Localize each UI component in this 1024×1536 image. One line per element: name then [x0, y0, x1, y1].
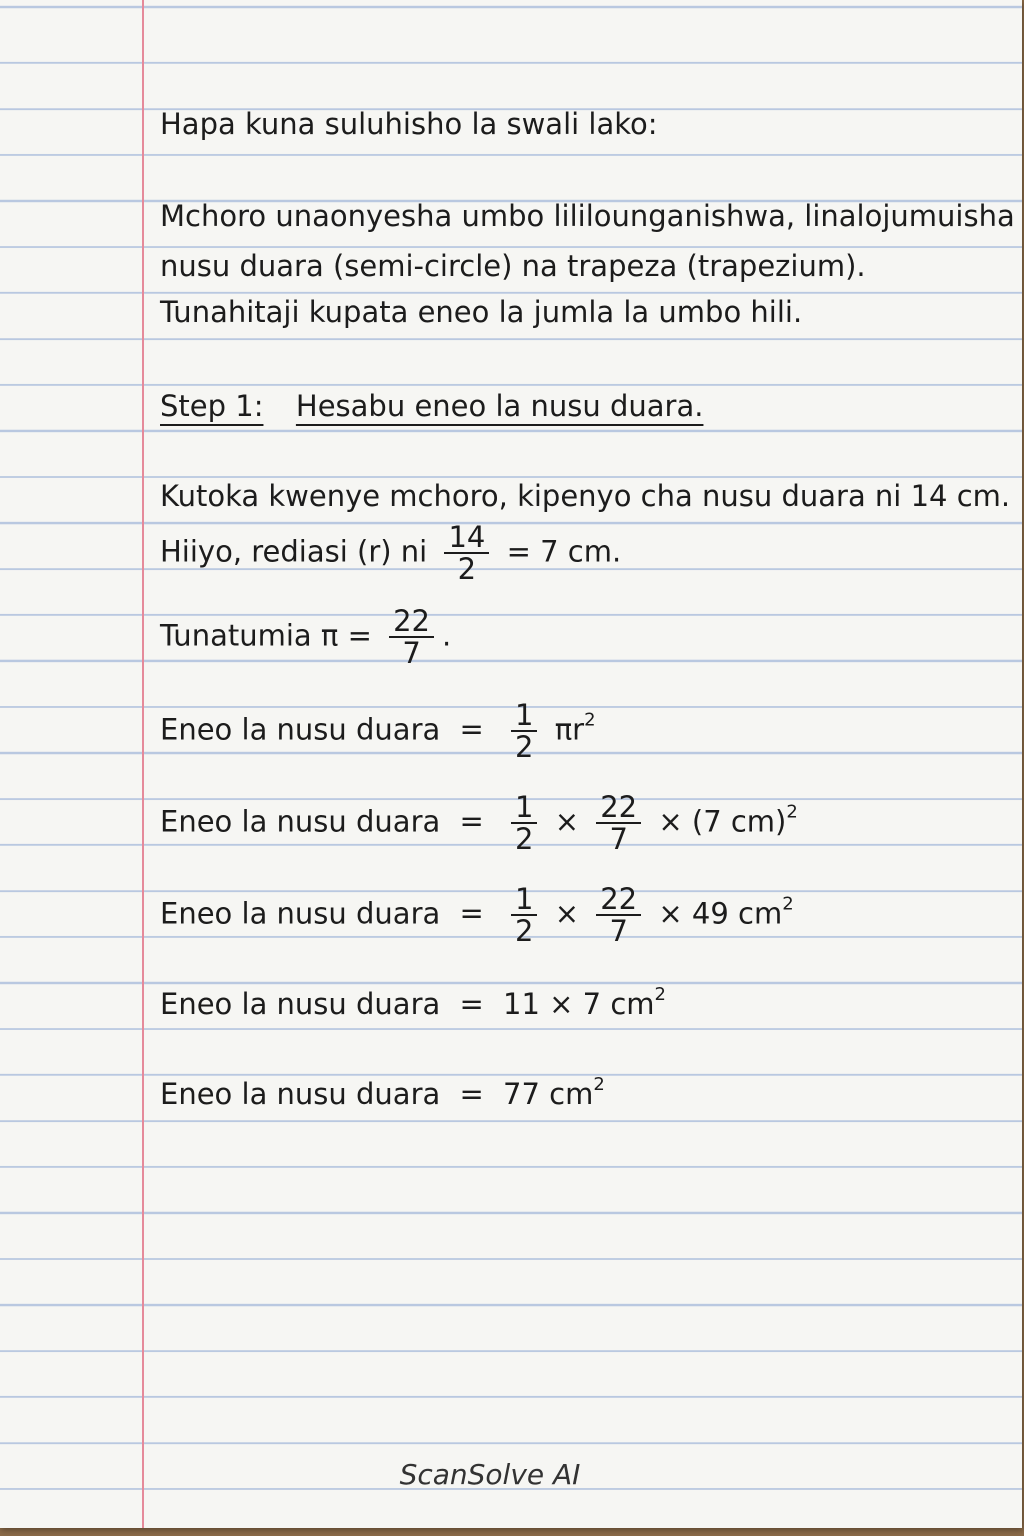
- fraction-denominator: 2: [515, 822, 534, 857]
- pi-fraction: [596, 792, 641, 855]
- step-b-tail: × 49 cm: [658, 896, 783, 931]
- intro-line-1: Mchoro unaonyesha umbo lililounganishwa, linalojumuisha: [160, 199, 1015, 233]
- fraction-denominator: 7: [609, 822, 628, 857]
- half-fraction: [511, 884, 537, 947]
- equals-sign: =: [459, 712, 484, 747]
- exponent: 2: [584, 709, 596, 731]
- equals-sign: =: [459, 987, 484, 1021]
- pi-suffix: .: [442, 618, 452, 653]
- page-header: Hapa kuna suluhisho la swali lako:: [160, 107, 658, 141]
- area-label: Eneo la nusu duara: [160, 987, 441, 1021]
- intro-line-3: Tunahitaji kupata eneo la jumla la umbo hili.: [160, 295, 803, 329]
- area-formula-line: [160, 700, 596, 763]
- equals-sign: =: [459, 1077, 484, 1111]
- equals-sign: =: [459, 804, 484, 839]
- area-label: Eneo la nusu duara: [160, 1077, 441, 1111]
- formula-expression: πr: [554, 712, 585, 747]
- fraction-numerator: 22: [389, 606, 434, 638]
- area-label: Eneo la nusu duara: [160, 804, 441, 839]
- half-fraction: [511, 792, 537, 855]
- area-step-a-line: [160, 792, 798, 855]
- radius-line: [160, 522, 621, 585]
- margin-line: [142, 0, 144, 1528]
- equals-sign: =: [459, 896, 484, 931]
- fraction-numerator: 1: [511, 884, 537, 916]
- exponent: 2: [593, 1074, 605, 1095]
- radius-result: = 7 cm.: [506, 534, 622, 569]
- area-result-line: [160, 1076, 605, 1109]
- times-sign: ×: [554, 896, 580, 931]
- pi-fraction: [596, 884, 641, 947]
- fraction-numerator: 22: [596, 884, 641, 916]
- fraction-numerator: 1: [511, 700, 537, 732]
- step-1-title: Hesabu eneo la nusu duara.: [295, 389, 704, 423]
- fraction-denominator: 2: [515, 914, 534, 949]
- area-step-c-line: [160, 986, 666, 1019]
- diameter-line: Kutoka kwenye mchoro, kipenyo cha nusu duara ni 14 cm.: [160, 479, 1011, 513]
- half-fraction: [511, 700, 537, 763]
- step-c-body: 11 × 7 cm: [503, 987, 655, 1021]
- area-step-b-line: [160, 884, 794, 947]
- fraction-denominator: 7: [609, 914, 628, 949]
- radius-fraction: [444, 522, 489, 585]
- step-1-label: Step 1:: [160, 389, 264, 423]
- fraction-denominator: 7: [402, 636, 421, 671]
- footer-watermark: ScanSolve AI: [399, 1458, 581, 1491]
- times-sign: ×: [554, 804, 580, 839]
- fraction-denominator: 2: [457, 552, 477, 587]
- pi-prefix: Tunatumia π =: [160, 618, 372, 653]
- fraction-numerator: 14: [444, 522, 489, 554]
- area-label: Eneo la nusu duara: [160, 896, 441, 931]
- fraction-numerator: 1: [511, 792, 537, 824]
- exponent: 2: [782, 893, 794, 915]
- intro-line-2: nusu duara (semi-circle) na trapeza (trapezium).: [160, 249, 866, 283]
- radius-prefix: Hiiyo, rediasi (r) ni: [160, 534, 428, 569]
- exponent: 2: [654, 984, 666, 1005]
- fraction-numerator: 22: [596, 792, 641, 824]
- area-label: Eneo la nusu duara: [160, 712, 441, 747]
- pi-line: [160, 606, 451, 669]
- step-1-heading: [160, 389, 704, 423]
- exponent: 2: [786, 801, 798, 823]
- pi-fraction: [389, 606, 434, 669]
- step-a-tail: × (7 cm): [658, 804, 787, 839]
- area-result: 77 cm: [503, 1077, 594, 1111]
- fraction-denominator: 2: [515, 730, 534, 765]
